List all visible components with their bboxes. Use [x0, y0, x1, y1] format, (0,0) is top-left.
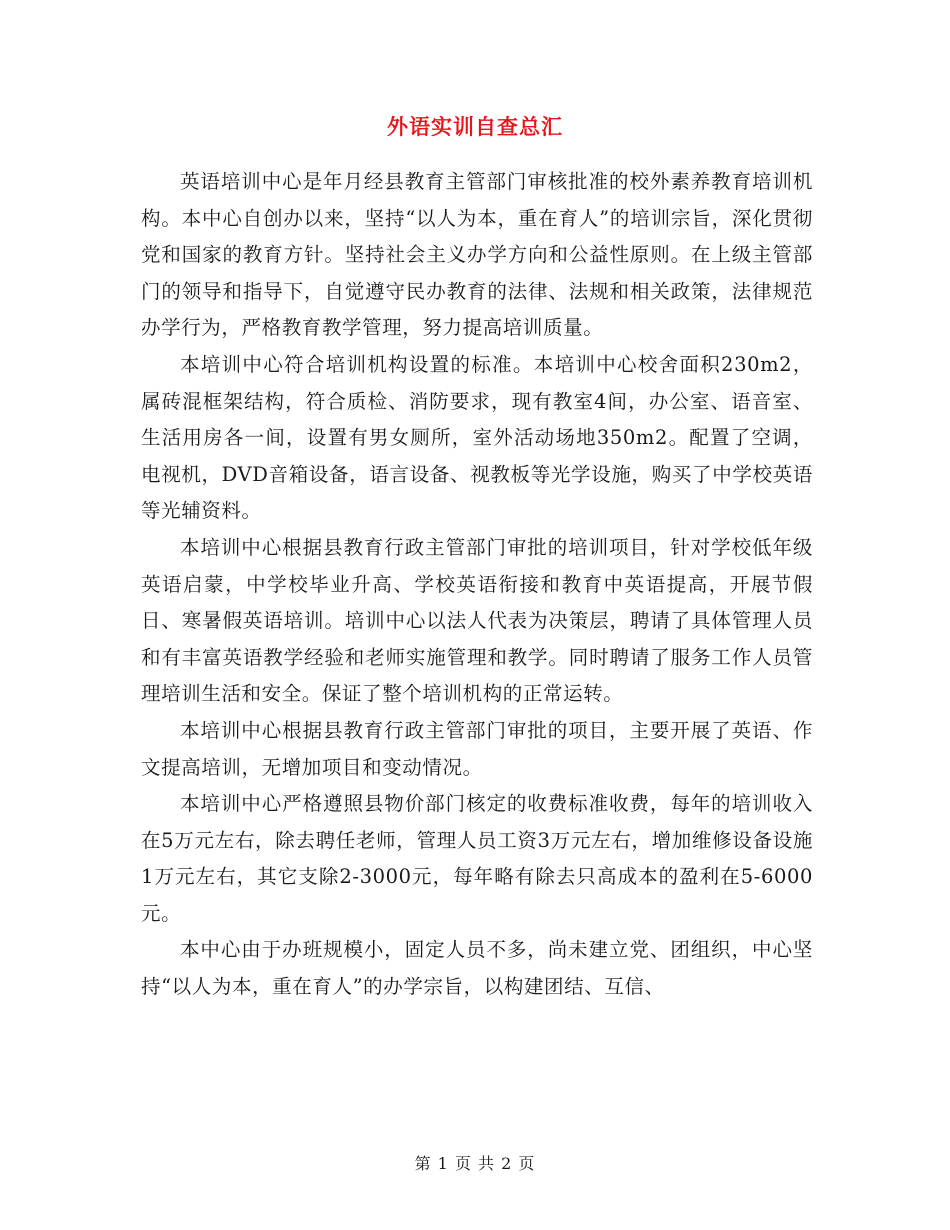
document-body — [141, 164, 813, 1006]
paragraph-5: 本培训中心严格遵照县物价部门核定的收费标准收费，每年的培训收入在5万元左右，除去聘任老师，管理人员工资3万元左右，增加维修设备设施1万元左右，其它支除2-3000元，每年略有除去只高成本的盈利在5-6000元。 — [141, 792, 813, 925]
paragraph-6: 本中心由于办班规模小，固定人员不多，尚未建立党、团组织，中心坚持“以人为本，重在育人”的办学宗旨，以构建团结、互信、 — [141, 938, 813, 999]
paragraph-3: 本培训中心根据县教育行政主管部门审批的培训项目，针对学校低年级英语启蒙，中学校毕业升高、学校英语衔接和教育中英语提高，开展节假日、寒暑假英语培训。培训中心以法人代表为决策层，聘请了具体管理人员和有丰富英语教学经验和老师实施管理和教学。同时聘请了服务工作人员管理培训生活和安全。保证了整个培训机构的正常运转。 — [141, 535, 813, 706]
document-title: 外语实训自查总汇 — [387, 114, 563, 139]
paragraph-4: 本培训中心根据县教育行政主管部门审批的项目，主要开展了英语、作文提高培训，无增加项目和变动情况。 — [141, 718, 813, 779]
page-number-footer: 第 1 页 共 2 页 — [414, 1154, 536, 1173]
paragraph-1: 英语培训中心是年月经县教育主管部门审核批准的校外素养教育培训机构。本中心自创办以来，坚持“以人为本，重在育人”的培训宗旨，深化贯彻党和国家的教育方针。坚持社会主义办学方向和公益性原则。在上级主管部门的领导和指导下，自觉遵守民办教育的法律、法规和相关政策，法律规范办学行为，严格教育教学管理，努力提高培训质量。 — [141, 170, 813, 340]
paragraph-2: 本培训中心符合培训机构设置的标准。本培训中心校舍面积230m2，属砖混框架结构，符合质检、消防要求，现有教室4间，办公室、语音室、生活用房各一间，设置有男女厕所，室外活动场地350m2。配置了空调，电视机，DVD音箱设备，语言设备、视教板等光学设施，购买了中学校英语等光辅资料。 — [141, 352, 813, 523]
